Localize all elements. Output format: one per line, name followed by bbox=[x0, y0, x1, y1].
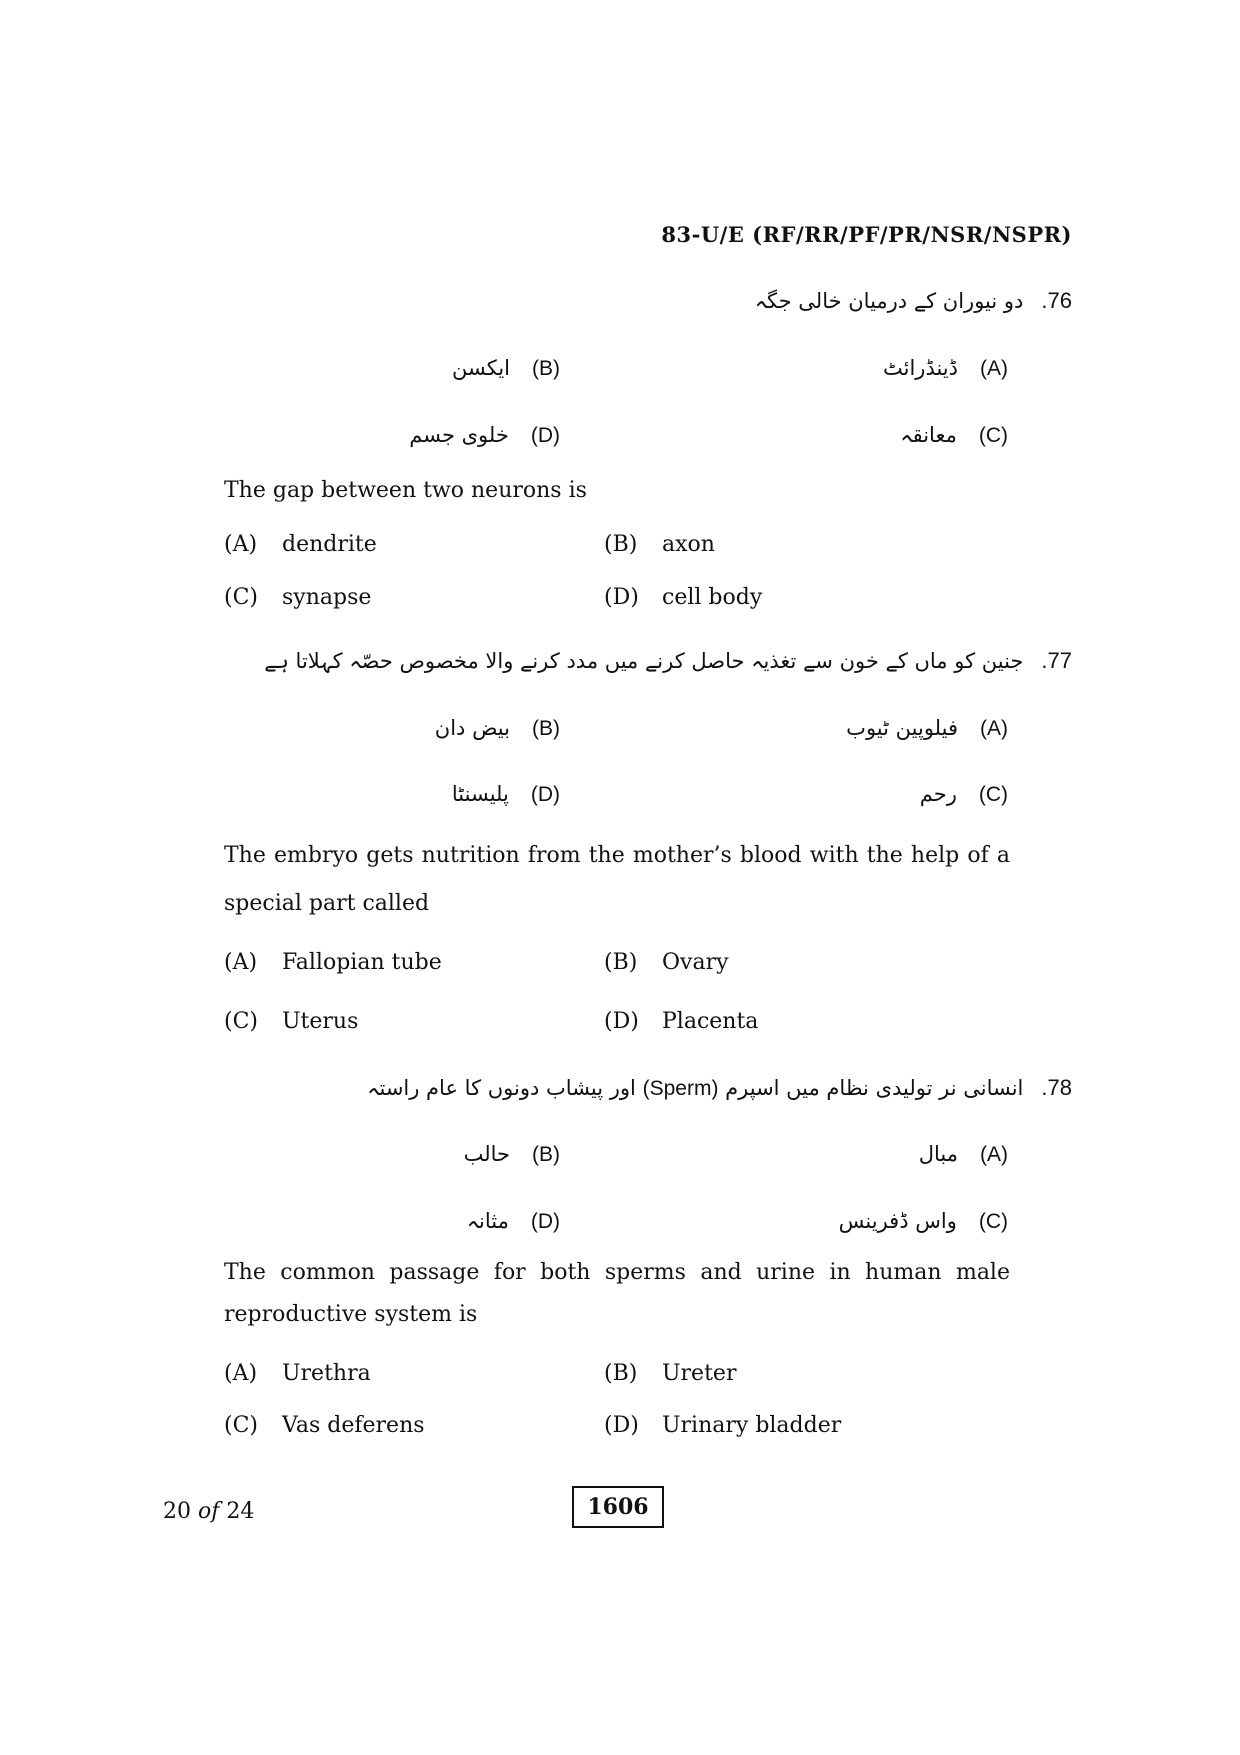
booklet-code-box: 1606 bbox=[572, 1486, 664, 1528]
q76-urdu-option-c: (C)معانقہ bbox=[900, 423, 1008, 447]
q77-english-question: The embryo gets nutrition from the mother’s blood with the help of a special part called bbox=[224, 843, 1010, 916]
q77-urdu-option-c: (C)رحم bbox=[919, 782, 1008, 806]
q77-number: .77 bbox=[1041, 648, 1072, 673]
exam-code-header: 83-U/E (RF/RR/PF/PR/NSR/NSPR) bbox=[661, 222, 1072, 247]
q78-english-option-b: (B) Ureter bbox=[604, 1361, 737, 1386]
q78-urdu-text-after: اور پیشاب دونوں کا عام راستہ bbox=[367, 1076, 636, 1100]
q77-urdu-option-a: (A)فیلوپین ٹیوب bbox=[846, 716, 1008, 740]
q77-english-option-c: (C) Uterus bbox=[224, 1009, 359, 1034]
q76-urdu-question bbox=[755, 288, 1072, 314]
q78-english-option-d: (D) Urinary bladder bbox=[604, 1413, 842, 1438]
q77-english-option-d: (D) Placenta bbox=[604, 1009, 759, 1034]
q78-urdu-option-c: (C)واس ڈفرینس bbox=[838, 1209, 1008, 1233]
page-number: 20 of 24 bbox=[163, 1499, 255, 1524]
q77-english-option-b: (B) Ovary bbox=[604, 950, 729, 975]
q78-urdu-option-d: (D)مثانہ bbox=[466, 1209, 560, 1233]
q76-number: .76 bbox=[1041, 288, 1072, 313]
q77-urdu-text: جنین کو ماں کے خون سے تغذیہ حاصل کرنے میں مدد کرنے والا مخصوص حصّہ کہلاتا ہے bbox=[264, 649, 1024, 673]
q77-urdu-option-b: (B)بیض دان bbox=[434, 716, 560, 740]
q76-english-option-d: (D) cell body bbox=[604, 585, 763, 610]
q76-urdu-option-b: (B)ایکسن bbox=[452, 356, 560, 380]
q78-urdu-text-before: انسانی نر تولیدی نظام میں اسپرم bbox=[725, 1076, 1024, 1100]
q78-english-option-c: (C) Vas deferens bbox=[224, 1413, 425, 1438]
q76-urdu-option-d: (D)خلوی جسم bbox=[409, 423, 560, 447]
q76-english-option-a: (A) dendrite bbox=[224, 532, 377, 557]
q76-english-option-c: (C) synapse bbox=[224, 585, 372, 610]
q78-sperm-inline: (Sperm) bbox=[642, 1077, 719, 1100]
q77-urdu-question bbox=[264, 648, 1072, 674]
q77-urdu-option-d: (D)پلیسنٹا bbox=[451, 782, 560, 806]
q78-english-option-a: (A) Urethra bbox=[224, 1361, 371, 1386]
q78-english-question: The common passage for both sperms and urine in human male reproductive system is bbox=[224, 1260, 1010, 1327]
q78-urdu-option-b: (B)حالب bbox=[463, 1142, 560, 1166]
q76-english-option-b: (B) axon bbox=[604, 532, 715, 557]
q78-urdu-question bbox=[367, 1075, 1072, 1101]
q76-english-question: The gap between two neurons is bbox=[224, 478, 587, 503]
q76-urdu-option-a: (A)ڈینڈرائٹ bbox=[883, 356, 1008, 380]
q78-urdu-option-a: (A)مبال bbox=[918, 1142, 1008, 1166]
q77-english-option-a: (A) Fallopian tube bbox=[224, 950, 442, 975]
q78-number: .78 bbox=[1041, 1075, 1072, 1100]
q76-urdu-text: دو نیوران کے درمیان خالی جگہ bbox=[754, 289, 1024, 313]
